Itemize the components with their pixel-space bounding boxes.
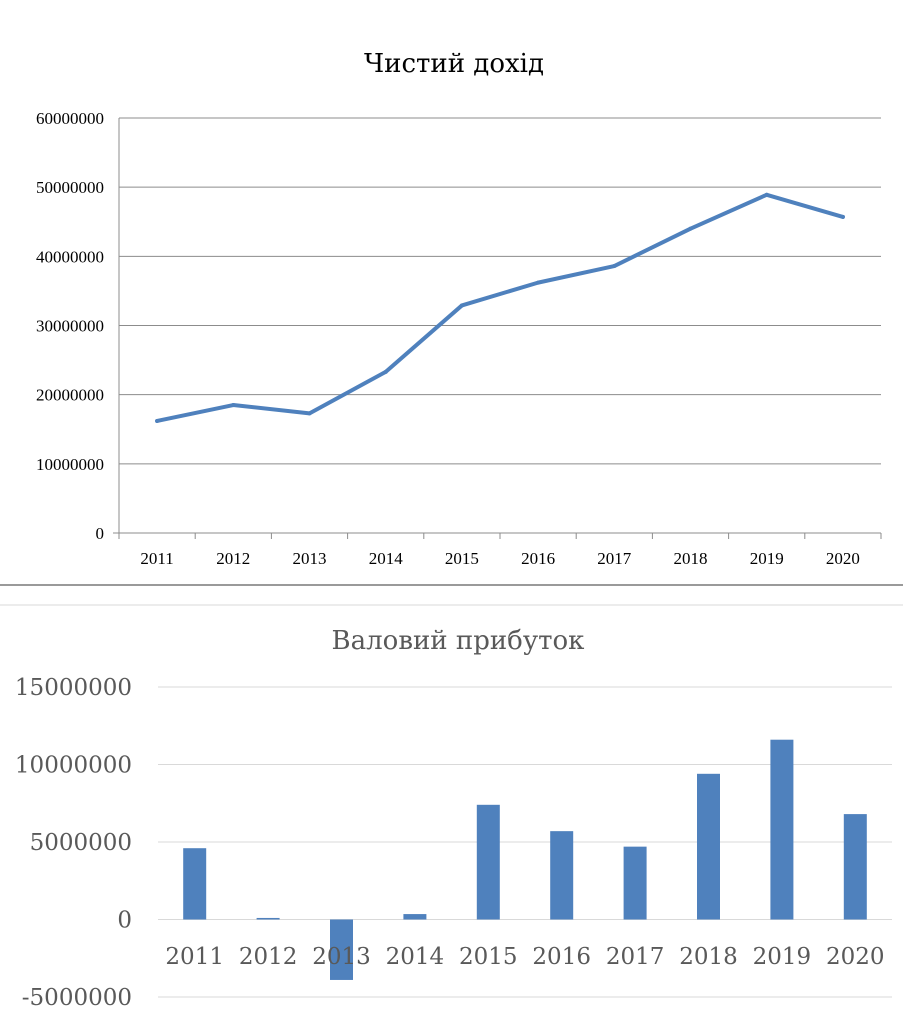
x-tick-label: 2011 [165, 944, 224, 970]
bar [844, 814, 867, 919]
x-tick-label: 2013 [312, 944, 371, 970]
bar [624, 847, 647, 920]
x-tick-label: 2020 [825, 549, 860, 568]
bar [770, 740, 793, 920]
data-point [155, 419, 159, 423]
x-tick-label: 2013 [292, 549, 327, 568]
y-tick-label: -5000000 [21, 985, 132, 1011]
x-tick-label: 2011 [140, 549, 174, 568]
x-tick-label: 2017 [605, 944, 665, 970]
gross-profit-bar-chart [0, 585, 903, 1024]
bar [550, 831, 573, 919]
x-tick-label: 2014 [368, 549, 403, 568]
data-point [841, 215, 845, 219]
x-tick-label: 2018 [673, 549, 708, 568]
y-tick-label: 50000000 [36, 178, 104, 198]
x-tick-label: 2014 [385, 944, 445, 970]
x-tick-label: 2019 [749, 549, 784, 568]
data-point [536, 281, 540, 285]
x-tick-label: 2015 [444, 549, 479, 568]
data-point [765, 193, 769, 197]
x-tick-label: 2017 [597, 549, 632, 568]
y-tick-label: 10000000 [36, 454, 104, 474]
y-tick-label: 40000000 [36, 247, 104, 267]
chart-title: Чистий дохід [364, 49, 544, 79]
bar [477, 805, 500, 920]
bar [183, 848, 206, 919]
data-point [308, 411, 312, 415]
x-tick-label: 2015 [459, 944, 518, 970]
x-tick-label: 2019 [752, 944, 812, 970]
x-tick-label: 2016 [532, 944, 591, 970]
chart-title: Валовий прибуток [331, 626, 585, 656]
series-line [157, 195, 843, 421]
bar [697, 774, 720, 920]
data-point [384, 370, 388, 374]
y-tick-label: 60000000 [36, 109, 104, 128]
x-tick-label: 2016 [521, 549, 556, 568]
y-tick-label: 10000000 [14, 752, 132, 779]
data-point [612, 264, 616, 268]
data-point [460, 303, 464, 307]
y-tick-label: 20000000 [36, 385, 104, 405]
bar [403, 914, 426, 919]
y-tick-label: 0 [95, 524, 104, 543]
x-tick-label: 2012 [216, 549, 251, 568]
y-tick-label: 5000000 [29, 830, 132, 856]
x-tick-label: 2012 [238, 944, 298, 970]
bar [257, 918, 280, 920]
y-tick-label: 0 [117, 907, 132, 934]
y-tick-label: 15000000 [14, 675, 132, 701]
y-tick-label: 30000000 [36, 316, 104, 336]
x-tick-label: 2018 [679, 944, 738, 970]
data-point [231, 403, 235, 407]
x-tick-label: 2020 [826, 944, 885, 970]
data-point [689, 227, 693, 231]
